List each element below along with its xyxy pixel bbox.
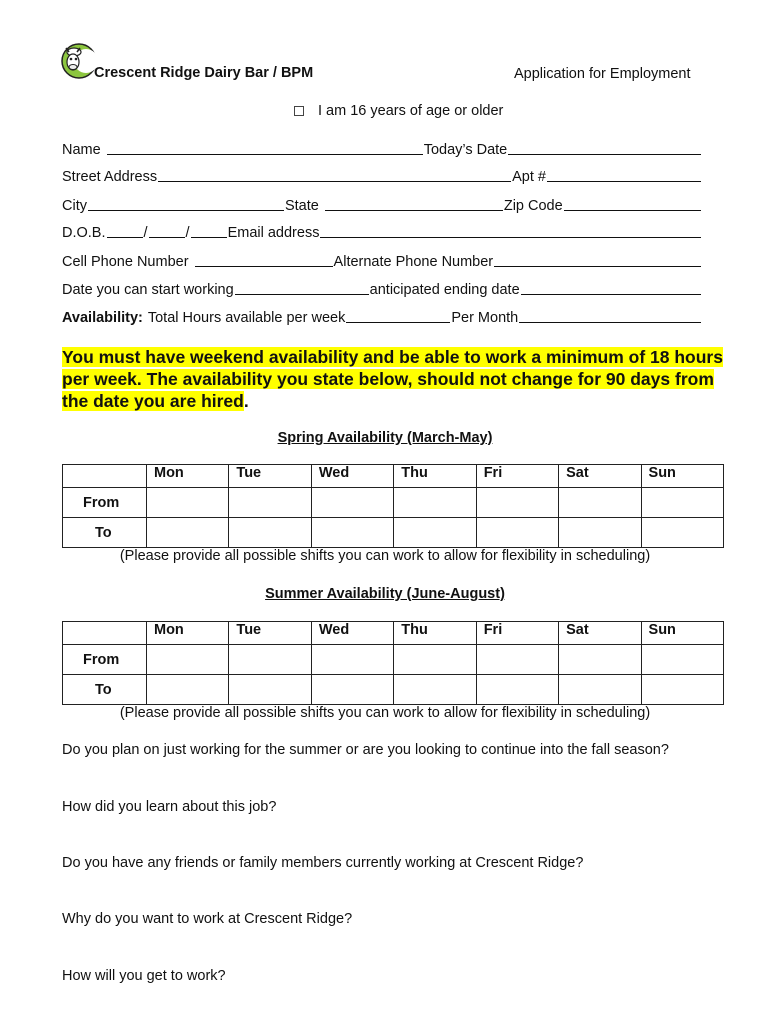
todays-date-label: Today’s Date <box>423 142 508 158</box>
spring-flexibility-note: (Please provide all possible shifts you can work to allow for flexibility in scheduling) <box>119 548 651 564</box>
row-availability-hours <box>62 306 702 326</box>
cell-phone-field[interactable] <box>195 252 333 267</box>
todays-date-field[interactable] <box>508 140 701 155</box>
day-header: Mon <box>147 622 229 645</box>
day-header: Fri <box>476 622 558 645</box>
summer-to-wed-cell[interactable] <box>311 675 393 705</box>
summer-from-wed-cell[interactable] <box>311 645 393 675</box>
summer-flexibility-note: (Please provide all possible shifts you can work to allow for flexibility in scheduling) <box>119 705 651 721</box>
row-phones <box>62 250 702 270</box>
summer-from-sun-cell[interactable] <box>641 645 723 675</box>
alt-phone-field[interactable] <box>494 252 701 267</box>
row-label-to: To <box>63 675 147 705</box>
table-row <box>63 645 724 675</box>
row-dates <box>62 278 702 298</box>
spring-to-sat-cell[interactable] <box>559 518 641 548</box>
dob-separator: / <box>185 225 190 241</box>
day-header: Thu <box>394 622 476 645</box>
row-label-to: To <box>63 518 147 548</box>
total-hours-field[interactable] <box>346 308 450 323</box>
end-date-label: anticipated ending date <box>369 282 520 298</box>
spring-from-thu-cell[interactable] <box>394 488 476 518</box>
spring-to-tue-cell[interactable] <box>229 518 311 548</box>
age-checkbox[interactable] <box>294 106 304 116</box>
row-address <box>62 165 702 185</box>
day-header: Tue <box>229 622 311 645</box>
spring-to-sun-cell[interactable] <box>641 518 723 548</box>
state-field[interactable] <box>325 196 503 211</box>
summer-availability-table <box>62 621 724 705</box>
notice-tail: . <box>243 391 249 411</box>
dob-label: D.O.B. <box>62 225 106 241</box>
city-field[interactable] <box>88 196 284 211</box>
cow-logo-icon <box>60 40 98 80</box>
zip-label: Zip Code <box>503 198 563 214</box>
dob-year-field[interactable] <box>191 223 227 238</box>
question-summer-or-fall: Do you plan on just working for the summer or are you looking to continue into the fall season? <box>62 742 669 758</box>
dob-separator: / <box>143 225 148 241</box>
table-row <box>63 518 724 548</box>
spring-to-thu-cell[interactable] <box>394 518 476 548</box>
day-header: Fri <box>476 465 558 488</box>
question-get-to-work: How will you get to work? <box>62 968 226 984</box>
street-address-label: Street Address <box>62 169 158 185</box>
spring-from-sun-cell[interactable] <box>641 488 723 518</box>
summer-to-sat-cell[interactable] <box>559 675 641 705</box>
company-name: Crescent Ridge Dairy Bar / BPM <box>94 65 314 81</box>
email-field[interactable] <box>320 223 701 238</box>
question-learn-about-job: How did you learn about this job? <box>62 799 277 815</box>
table-corner-cell <box>63 465 147 488</box>
per-month-label: Per Month <box>451 310 519 326</box>
availability-label: Availability: <box>62 310 143 326</box>
day-header: Sun <box>641 622 723 645</box>
summer-to-thu-cell[interactable] <box>394 675 476 705</box>
summer-to-fri-cell[interactable] <box>476 675 558 705</box>
summer-from-sat-cell[interactable] <box>559 645 641 675</box>
spring-from-sat-cell[interactable] <box>559 488 641 518</box>
summer-to-tue-cell[interactable] <box>229 675 311 705</box>
table-corner-cell <box>63 622 147 645</box>
row-dob-email <box>62 221 702 241</box>
street-address-field[interactable] <box>158 167 511 182</box>
summer-to-sun-cell[interactable] <box>641 675 723 705</box>
day-header: Tue <box>229 465 311 488</box>
day-header: Wed <box>311 622 393 645</box>
spring-from-fri-cell[interactable] <box>476 488 558 518</box>
spring-to-wed-cell[interactable] <box>311 518 393 548</box>
day-header: Sun <box>641 465 723 488</box>
day-header: Sat <box>559 622 641 645</box>
cell-phone-label: Cell Phone Number <box>62 254 189 270</box>
zip-field[interactable] <box>564 196 701 211</box>
row-label-from: From <box>63 488 147 518</box>
dob-month-field[interactable] <box>107 223 143 238</box>
day-header: Thu <box>394 465 476 488</box>
summer-to-mon-cell[interactable] <box>147 675 229 705</box>
summer-from-tue-cell[interactable] <box>229 645 311 675</box>
row-name-date <box>62 138 702 158</box>
start-date-label: Date you can start working <box>62 282 234 298</box>
spring-availability-title: Spring Availability (March-May) <box>277 430 493 446</box>
question-friends-family: Do you have any friends or family members currently working at Crescent Ridge? <box>62 855 584 871</box>
apt-field[interactable] <box>547 167 701 182</box>
spring-from-mon-cell[interactable] <box>147 488 229 518</box>
notice-highlighted-text: You must have weekend availability and be able to work a minimum of 18 hours per week. The availability you state below, should not change for 90 days from the date you are hired <box>62 347 723 411</box>
age-checkbox-label: I am 16 years of age or older <box>318 103 504 119</box>
table-header-row <box>63 622 724 645</box>
table-row <box>63 488 724 518</box>
alt-phone-label: Alternate Phone Number <box>333 254 494 270</box>
summer-from-thu-cell[interactable] <box>394 645 476 675</box>
email-label: Email address <box>227 225 320 241</box>
state-label: State <box>284 198 319 214</box>
question-why-work: Why do you want to work at Crescent Ridge? <box>62 911 353 927</box>
summer-from-fri-cell[interactable] <box>476 645 558 675</box>
end-date-field[interactable] <box>521 280 701 295</box>
apt-label: Apt # <box>512 169 546 185</box>
row-label-from: From <box>63 645 147 675</box>
day-header: Wed <box>311 465 393 488</box>
spring-from-wed-cell[interactable] <box>311 488 393 518</box>
table-row <box>63 675 724 705</box>
total-hours-label: Total Hours available per week <box>147 310 346 326</box>
name-field[interactable] <box>107 140 423 155</box>
name-label: Name <box>62 142 101 158</box>
dob-day-field[interactable] <box>149 223 185 238</box>
per-month-field[interactable] <box>519 308 701 323</box>
spring-to-mon-cell[interactable] <box>147 518 229 548</box>
form-title: Application for Employment <box>514 66 691 82</box>
day-header: Mon <box>147 465 229 488</box>
day-header: Sat <box>559 465 641 488</box>
city-label: City <box>62 198 87 214</box>
spring-to-fri-cell[interactable] <box>476 518 558 548</box>
summer-from-mon-cell[interactable] <box>147 645 229 675</box>
row-city-state-zip <box>62 194 702 214</box>
spring-availability-table <box>62 464 724 548</box>
start-date-field[interactable] <box>235 280 369 295</box>
table-header-row <box>63 465 724 488</box>
summer-availability-title: Summer Availability (June-August) <box>265 586 505 602</box>
spring-from-tue-cell[interactable] <box>229 488 311 518</box>
weekend-availability-notice <box>62 346 732 412</box>
